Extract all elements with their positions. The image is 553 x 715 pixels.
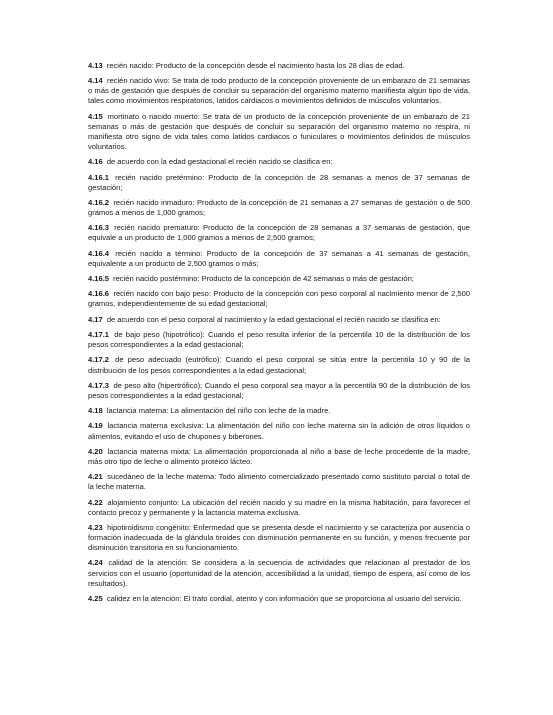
paragraph-4-20 xyxy=(88,447,470,467)
paragraph-4-18 xyxy=(88,406,470,416)
paragraph-4-16-2 xyxy=(88,198,470,218)
clause-text: lactancia materna exclusiva: La alimentación del niño con leche materna sin la adición de otros líquidos o alimentos, evitando el uso de chupones y biberones. xyxy=(88,421,470,441)
clause-text: de bajo peso (hipotrófico): Cuando el peso resulta inferior de la percentila 10 de la distribución de los pesos correspondientes a la edad gestacional; xyxy=(88,330,470,350)
paragraph-4-25 xyxy=(88,594,470,604)
clause-number: 4.14 xyxy=(88,76,103,86)
clause-number: 4.15 xyxy=(88,111,103,121)
paragraph-4-21 xyxy=(88,472,470,492)
clause-text: calidez en la atención: El trato cordial, atento y con información que se proporciona al usuario del servicio. xyxy=(106,593,462,603)
document-body xyxy=(88,61,470,609)
paragraph-4-16-1 xyxy=(88,173,470,193)
paragraph-4-22 xyxy=(88,498,470,518)
clause-number: 4.25 xyxy=(88,593,103,603)
clause-number: 4.22 xyxy=(88,497,103,507)
paragraph-4-23 xyxy=(88,523,470,553)
clause-text: recién nacido inmaduro: Producto de la concepción de 21 semanas a 27 semanas de gestación o de 500 gramos a menos de 1,000 gramos; xyxy=(88,197,470,218)
clause-text: recién nacido a término: Producto de la concepción de 37 semanas a 41 semanas de gestación, equivalente a un producto de 2,500 gramos o más; xyxy=(88,248,470,268)
clause-number: 4.13 xyxy=(88,61,103,70)
clause-number: 4.16 xyxy=(88,157,103,167)
paragraph-4-19 xyxy=(88,421,470,441)
paragraph-4-13 xyxy=(88,61,470,71)
paragraph-4-17-2 xyxy=(88,355,470,375)
clause-number: 4.16.1 xyxy=(88,172,109,182)
paragraph-4-16-6 xyxy=(88,289,470,309)
clause-number: 4.17.3 xyxy=(88,380,109,390)
clause-text: sucedáneo de la leche materna: Todo alimento comercializado presentado como sustituto parcial o total de la leche materna. xyxy=(88,472,470,492)
clause-number: 4.21 xyxy=(88,472,103,482)
paragraph-4-17-1 xyxy=(88,330,470,350)
clause-text: recién nacido postérmino: Producto de la concepción de 42 semanas o más de gestación; xyxy=(113,274,414,284)
clause-text: recién nacido pretérmino: Producto de la concepción de 28 semanas a menos de 37 semanas de gestación; xyxy=(88,172,470,192)
clause-number: 4.16.5 xyxy=(88,274,109,284)
clause-text: de acuerdo con el peso corporal al nacimiento y la edad gestacional el recién nacido se clasifica en: xyxy=(106,314,441,324)
clause-number: 4.16.4 xyxy=(88,248,109,258)
clause-text: recién nacido con bajo peso: Producto de la concepción con peso corporal al nacimiento menor de 2,500 gramos, independientemente de su edad gestacional; xyxy=(88,289,470,309)
paragraph-4-14 xyxy=(88,76,470,106)
clause-text: recién nacido prematuro: Producto de la concepción de 28 semanas a 37 semanas de gestación, que equivale a un producto de 1,000 gramos a menos de 2,500 gramos; xyxy=(88,223,470,243)
clause-number: 4.17 xyxy=(88,314,103,324)
clause-text: lactancia materna mixta: La alimentación proporcionada al niño a base de leche procedente de la madre, más otro tipo de leche o alimento protéico lácteo. xyxy=(88,446,470,466)
clause-text: recién nacido vivo: Se trata de todo producto de la concepción proveniente de un embarazo de 21 semanas o más de gestación que después de concluir su separación del organismo materno manifiesta algún tipo de vida, tales como movimientos respiratorios, latidos cardiacos o movimientos definidos de músculos voluntarios. xyxy=(88,76,470,106)
clause-text: mortinato o nacido muerto: Se trata de un producto de la concepción proveniente de un embarazo de 21 semanas o más de gestación que después de concluir su separación del organismo materno no respira, ni manifiesta otro signo de vida tales como latidos cardiacos o funiculares o movimientos definidos de músculos voluntarios. xyxy=(88,111,470,152)
paragraph-4-16 xyxy=(88,157,470,167)
clause-number: 4.19 xyxy=(88,421,103,431)
clause-text: alojamiento conjunto: La ubicación del recién nacido y su madre en la misma habitación, para favorecer el contacto precoz y permanente y la lactancia materna exclusiva. xyxy=(88,497,470,517)
clause-number: 4.16.2 xyxy=(88,197,109,207)
clause-text: calidad de la atención: Se considera a la secuencia de actividades que relacionan al prestador de los servicios con el usuario (oportunidad de la atención, accesibilidad a la unidad, tiempo de espera, así como de los resultados). xyxy=(88,558,471,588)
clause-number: 4.20 xyxy=(88,446,103,456)
clause-text: de peso adecuado (eutrófico): Cuando el peso corporal se sitúa entre la percentila 10 y 90 de la distribución de los pesos correspondientes a la edad gestacional; xyxy=(88,355,471,375)
paragraph-4-15 xyxy=(88,112,470,152)
paragraph-4-16-3 xyxy=(88,223,470,243)
paragraph-4-16-4 xyxy=(88,249,470,269)
paragraph-4-24 xyxy=(88,558,470,588)
clause-number: 4.23 xyxy=(88,522,103,532)
clause-number: 4.16.6 xyxy=(88,289,109,299)
clause-number: 4.17.1 xyxy=(88,330,109,340)
clause-number: 4.24 xyxy=(88,558,103,568)
paragraph-4-17 xyxy=(88,315,470,325)
clause-text: de peso alto (hipertrófico): Cuando el peso corporal sea mayor a la percentila 90 de la distribución de los pesos correspondientes a la edad gestacional; xyxy=(88,380,470,400)
clause-number: 4.17.2 xyxy=(88,355,109,365)
clause-number: 4.16.3 xyxy=(88,223,109,233)
clause-text: recién nacido: Producto de la concepción desde el nacimiento hasta los 28 días de edad. xyxy=(106,61,405,70)
clause-text: lactancia materna: La alimentación del niño con leche de la madre. xyxy=(106,406,331,416)
paragraph-4-16-5 xyxy=(88,274,470,284)
clause-text: hipotiroidismo congénito: Enfermedad que se presenta desde el nacimiento y se caracteriza por ausencia o formación inadecuada de la glándula tiroides con disminución permanente en su función, y menos frecuente por disminución transitoria en su funcionamiento. xyxy=(88,522,470,553)
clause-number: 4.18 xyxy=(88,406,103,416)
clause-text: de acuerdo con la edad gestacional el recién nacido se clasifica en: xyxy=(106,157,333,167)
paragraph-4-17-3 xyxy=(88,381,470,401)
